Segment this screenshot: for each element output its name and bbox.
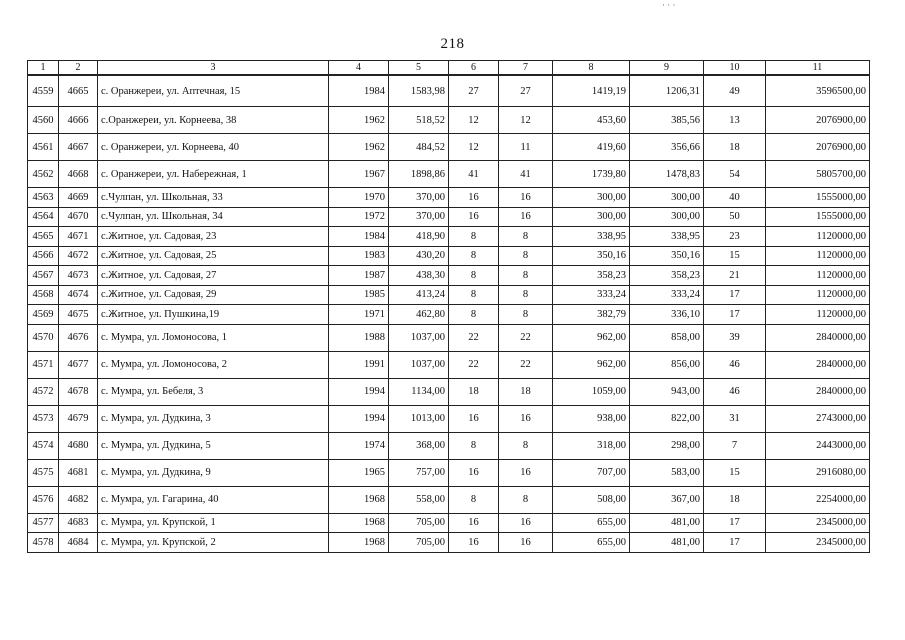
cell-occupied-count: 8 [499,266,553,286]
table-row [28,246,870,266]
cell-living-area: 453,60 [553,107,630,134]
cell-cost-value: 5805700,00 [766,161,870,188]
table-row [28,161,870,188]
cell-occupied-count: 16 [499,405,553,432]
cell-total-area: 1037,00 [389,324,449,351]
cell-total-area: 430,20 [389,246,449,266]
cell-year-built: 1972 [329,207,389,227]
cell-residential-area: 350,16 [630,246,704,266]
cell-occupied-count: 8 [499,246,553,266]
cell-cost-value: 2840000,00 [766,324,870,351]
cell-residential-area: 481,00 [630,513,704,533]
cell-object-number: 4682 [59,486,98,513]
cell-cost-value: 2076900,00 [766,134,870,161]
cell-total-area: 1134,00 [389,378,449,405]
cell-occupied-count: 8 [499,285,553,305]
cell-year-built: 1968 [329,533,389,553]
cell-units-count: 12 [449,134,499,161]
cell-year-built: 1967 [329,161,389,188]
cell-residents-count: 18 [704,486,766,513]
cell-residents-count: 40 [704,188,766,208]
cell-occupied-count: 22 [499,351,553,378]
cell-year-built: 1968 [329,513,389,533]
cell-residents-count: 18 [704,134,766,161]
cell-cost-value: 1555000,00 [766,188,870,208]
housing-registry-table [27,60,870,553]
cell-row-number: 4571 [28,351,59,378]
cell-year-built: 1983 [329,246,389,266]
cell-year-built: 1974 [329,432,389,459]
cell-object-number: 4676 [59,324,98,351]
cell-living-area: 655,00 [553,513,630,533]
cell-total-area: 413,24 [389,285,449,305]
cell-total-area: 368,00 [389,432,449,459]
cell-address: с. Мумра, ул. Ломоносова, 2 [98,351,329,378]
cell-residential-area: 856,00 [630,351,704,378]
cell-residential-area: 300,00 [630,207,704,227]
cell-residents-count: 17 [704,285,766,305]
cell-year-built: 1965 [329,459,389,486]
table-row [28,188,870,208]
cell-units-count: 16 [449,188,499,208]
cell-address: с. Оранжереи, ул. Корнеева, 40 [98,134,329,161]
cell-object-number: 4680 [59,432,98,459]
cell-total-area: 705,00 [389,533,449,553]
table-row [28,227,870,247]
cell-residential-area: 943,00 [630,378,704,405]
cell-row-number: 4575 [28,459,59,486]
cell-occupied-count: 41 [499,161,553,188]
column-header-11: 11 [766,61,870,76]
cell-occupied-count: 12 [499,107,553,134]
cell-living-area: 338,95 [553,227,630,247]
cell-row-number: 4565 [28,227,59,247]
cell-units-count: 8 [449,305,499,325]
cell-residents-count: 46 [704,351,766,378]
cell-address: с. Мумра, ул. Дудкина, 3 [98,405,329,432]
cell-cost-value: 3596500,00 [766,75,870,107]
cell-address: с.Оранжереи, ул. Корнеева, 38 [98,107,329,134]
cell-object-number: 4672 [59,246,98,266]
cell-total-area: 518,52 [389,107,449,134]
cell-object-number: 4665 [59,75,98,107]
cell-cost-value: 1120000,00 [766,227,870,247]
cell-object-number: 4666 [59,107,98,134]
cell-living-area: 1059,00 [553,378,630,405]
cell-residents-count: 13 [704,107,766,134]
cell-cost-value: 1120000,00 [766,266,870,286]
cell-address: с. Мумра, ул. Дудкина, 5 [98,432,329,459]
cell-year-built: 1994 [329,405,389,432]
cell-residents-count: 15 [704,246,766,266]
cell-residents-count: 23 [704,227,766,247]
table-row [28,405,870,432]
cell-year-built: 1985 [329,285,389,305]
cell-residents-count: 21 [704,266,766,286]
cell-address: с. Мумра, ул. Ломоносова, 1 [98,324,329,351]
table-row [28,378,870,405]
cell-occupied-count: 27 [499,75,553,107]
cell-living-area: 382,79 [553,305,630,325]
cell-living-area: 962,00 [553,324,630,351]
table-row [28,266,870,286]
cell-residents-count: 50 [704,207,766,227]
cell-total-area: 1583,98 [389,75,449,107]
cell-year-built: 1994 [329,378,389,405]
cell-occupied-count: 22 [499,324,553,351]
cell-year-built: 1962 [329,134,389,161]
cell-row-number: 4568 [28,285,59,305]
cell-row-number: 4572 [28,378,59,405]
cell-residential-area: 1478,83 [630,161,704,188]
cell-year-built: 1991 [329,351,389,378]
cell-address: с.Чулпан, ул. Школьная, 33 [98,188,329,208]
cell-units-count: 41 [449,161,499,188]
cell-object-number: 4679 [59,405,98,432]
cell-address: с.Житное, ул. Садовая, 29 [98,285,329,305]
cell-year-built: 1962 [329,107,389,134]
column-header-4: 4 [329,61,389,76]
cell-total-area: 438,30 [389,266,449,286]
cell-occupied-count: 16 [499,188,553,208]
cell-object-number: 4671 [59,227,98,247]
cell-row-number: 4562 [28,161,59,188]
corner-mark: · · · [662,0,676,10]
cell-residential-area: 1206,31 [630,75,704,107]
cell-object-number: 4678 [59,378,98,405]
table-row [28,107,870,134]
cell-residential-area: 481,00 [630,533,704,553]
cell-row-number: 4570 [28,324,59,351]
cell-residential-area: 338,95 [630,227,704,247]
cell-object-number: 4670 [59,207,98,227]
cell-units-count: 16 [449,533,499,553]
cell-total-area: 558,00 [389,486,449,513]
column-header-9: 9 [630,61,704,76]
cell-living-area: 300,00 [553,188,630,208]
cell-total-area: 462,80 [389,305,449,325]
cell-residents-count: 49 [704,75,766,107]
table-row [28,432,870,459]
cell-address: с. Мумра, ул. Крупской, 2 [98,533,329,553]
cell-object-number: 4669 [59,188,98,208]
column-header-7: 7 [499,61,553,76]
cell-units-count: 16 [449,459,499,486]
cell-object-number: 4681 [59,459,98,486]
cell-cost-value: 2345000,00 [766,533,870,553]
cell-object-number: 4667 [59,134,98,161]
cell-row-number: 4574 [28,432,59,459]
cell-address: с.Чулпан, ул. Школьная, 34 [98,207,329,227]
cell-year-built: 1988 [329,324,389,351]
table-row [28,75,870,107]
cell-address: с. Мумра, ул. Гагарина, 40 [98,486,329,513]
column-header-3: 3 [98,61,329,76]
table-row [28,351,870,378]
cell-residential-area: 367,00 [630,486,704,513]
cell-residential-area: 822,00 [630,405,704,432]
cell-living-area: 1739,80 [553,161,630,188]
cell-row-number: 4564 [28,207,59,227]
cell-residents-count: 46 [704,378,766,405]
cell-object-number: 4683 [59,513,98,533]
cell-units-count: 22 [449,351,499,378]
cell-object-number: 4677 [59,351,98,378]
cell-units-count: 18 [449,378,499,405]
table-row [28,533,870,553]
cell-total-area: 484,52 [389,134,449,161]
cell-object-number: 4673 [59,266,98,286]
cell-living-area: 419,60 [553,134,630,161]
cell-occupied-count: 8 [499,486,553,513]
cell-occupied-count: 8 [499,432,553,459]
cell-residents-count: 15 [704,459,766,486]
page-number: 218 [440,36,465,52]
cell-units-count: 8 [449,227,499,247]
cell-row-number: 4561 [28,134,59,161]
cell-address: с.Житное, ул. Садовая, 25 [98,246,329,266]
cell-cost-value: 1120000,00 [766,246,870,266]
cell-total-area: 1898,86 [389,161,449,188]
cell-year-built: 1987 [329,266,389,286]
cell-units-count: 8 [449,432,499,459]
cell-object-number: 4684 [59,533,98,553]
table-row [28,305,870,325]
cell-cost-value: 2254000,00 [766,486,870,513]
cell-units-count: 16 [449,513,499,533]
cell-living-area: 655,00 [553,533,630,553]
cell-residential-area: 298,00 [630,432,704,459]
cell-address: с. Оранжереи, ул. Аптечная, 15 [98,75,329,107]
cell-cost-value: 2840000,00 [766,351,870,378]
cell-units-count: 8 [449,266,499,286]
cell-year-built: 1984 [329,75,389,107]
column-header-1: 1 [28,61,59,76]
table-row [28,459,870,486]
column-header-6: 6 [449,61,499,76]
cell-object-number: 4674 [59,285,98,305]
table-row [28,513,870,533]
cell-year-built: 1968 [329,486,389,513]
cell-occupied-count: 16 [499,513,553,533]
cell-cost-value: 1120000,00 [766,285,870,305]
cell-cost-value: 1555000,00 [766,207,870,227]
cell-residential-area: 300,00 [630,188,704,208]
cell-address: с. Мумра, ул. Крупской, 1 [98,513,329,533]
cell-residential-area: 356,66 [630,134,704,161]
cell-row-number: 4559 [28,75,59,107]
cell-occupied-count: 16 [499,533,553,553]
cell-residential-area: 385,56 [630,107,704,134]
cell-address: с. Мумра, ул. Бебеля, 3 [98,378,329,405]
cell-residents-count: 17 [704,305,766,325]
cell-total-area: 705,00 [389,513,449,533]
cell-living-area: 350,16 [553,246,630,266]
cell-occupied-count: 8 [499,227,553,247]
cell-address: с.Житное, ул. Садовая, 27 [98,266,329,286]
cell-address: с. Оранжереи, ул. Набережная, 1 [98,161,329,188]
cell-residents-count: 39 [704,324,766,351]
cell-living-area: 962,00 [553,351,630,378]
cell-total-area: 418,90 [389,227,449,247]
cell-residents-count: 7 [704,432,766,459]
cell-total-area: 757,00 [389,459,449,486]
cell-year-built: 1970 [329,188,389,208]
column-header-2: 2 [59,61,98,76]
cell-residents-count: 31 [704,405,766,432]
cell-living-area: 318,00 [553,432,630,459]
cell-occupied-count: 16 [499,207,553,227]
cell-residents-count: 17 [704,513,766,533]
cell-total-area: 370,00 [389,188,449,208]
cell-living-area: 508,00 [553,486,630,513]
cell-residents-count: 17 [704,533,766,553]
table-row [28,486,870,513]
cell-occupied-count: 8 [499,305,553,325]
cell-occupied-count: 18 [499,378,553,405]
cell-row-number: 4577 [28,513,59,533]
cell-units-count: 16 [449,405,499,432]
cell-cost-value: 2916080,00 [766,459,870,486]
cell-units-count: 8 [449,486,499,513]
cell-units-count: 22 [449,324,499,351]
cell-living-area: 1419,19 [553,75,630,107]
cell-occupied-count: 11 [499,134,553,161]
cell-living-area: 938,00 [553,405,630,432]
cell-address: с. Мумра, ул. Дудкина, 9 [98,459,329,486]
cell-row-number: 4578 [28,533,59,553]
cell-year-built: 1971 [329,305,389,325]
cell-row-number: 4566 [28,246,59,266]
cell-row-number: 4576 [28,486,59,513]
cell-total-area: 370,00 [389,207,449,227]
cell-year-built: 1984 [329,227,389,247]
cell-address: с.Житное, ул. Пушкина,19 [98,305,329,325]
cell-row-number: 4563 [28,188,59,208]
cell-row-number: 4573 [28,405,59,432]
table-header-row [28,61,870,76]
cell-units-count: 12 [449,107,499,134]
cell-residential-area: 333,24 [630,285,704,305]
cell-living-area: 358,23 [553,266,630,286]
table-row [28,134,870,161]
cell-row-number: 4560 [28,107,59,134]
cell-residential-area: 858,00 [630,324,704,351]
cell-cost-value: 2443000,00 [766,432,870,459]
cell-occupied-count: 16 [499,459,553,486]
cell-residential-area: 336,10 [630,305,704,325]
cell-row-number: 4567 [28,266,59,286]
cell-total-area: 1037,00 [389,351,449,378]
cell-units-count: 16 [449,207,499,227]
cell-object-number: 4675 [59,305,98,325]
cell-cost-value: 2840000,00 [766,378,870,405]
cell-cost-value: 2743000,00 [766,405,870,432]
column-header-10: 10 [704,61,766,76]
cell-living-area: 707,00 [553,459,630,486]
cell-units-count: 8 [449,285,499,305]
cell-cost-value: 2076900,00 [766,107,870,134]
cell-units-count: 27 [449,75,499,107]
table-row [28,285,870,305]
cell-living-area: 300,00 [553,207,630,227]
cell-residents-count: 54 [704,161,766,188]
cell-units-count: 8 [449,246,499,266]
cell-object-number: 4668 [59,161,98,188]
cell-cost-value: 1120000,00 [766,305,870,325]
table-row [28,324,870,351]
cell-total-area: 1013,00 [389,405,449,432]
cell-row-number: 4569 [28,305,59,325]
column-header-5: 5 [389,61,449,76]
cell-address: с.Житное, ул. Садовая, 23 [98,227,329,247]
column-header-8: 8 [553,61,630,76]
cell-residential-area: 583,00 [630,459,704,486]
cell-living-area: 333,24 [553,285,630,305]
cell-cost-value: 2345000,00 [766,513,870,533]
table-row [28,207,870,227]
cell-residential-area: 358,23 [630,266,704,286]
